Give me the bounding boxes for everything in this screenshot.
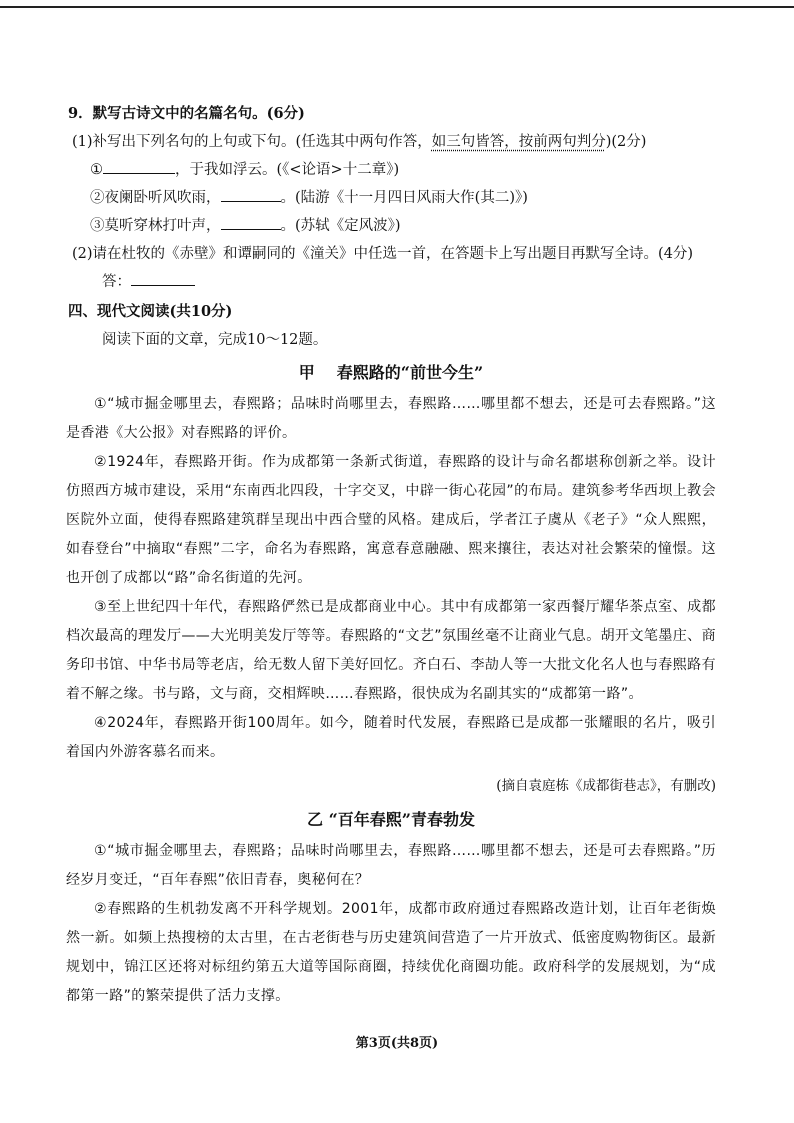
article-a-heading: 春熙路的“前世今生” [336,363,484,382]
answer-label: 答： [102,274,131,290]
answer-line [102,268,716,296]
article-a-title [66,356,716,390]
fill-item-2-prefix: ②夜阑卧听风吹雨， [90,190,221,206]
article-a-paragraph-4: ④2024年，春熙路开街100周年。如今，随着时代发展，春熙路已是成都一张耀眼的名片，吸引着国内外游客慕名而来。 [66,715,716,760]
section-4-title: 四、现代文阅读(共10分) [68,303,233,320]
top-border-rule [0,6,794,8]
fill-item-3 [90,212,716,240]
exam-page-content [66,100,716,1011]
page-footer: 第3页(共8页) [355,1036,439,1051]
fill-item-3-prefix: ③莫听穿林打叶声， [90,218,221,234]
question-9-part1-instruction [72,128,716,156]
article-a-label: 甲 [298,363,315,382]
article-b-paragraph-2: ②春熙路的生机勃发离不开科学规划。2001年，成都市政府通过春熙路改造计划，让百年老街焕然一新。如频上热搜榜的太古里，在古老街巷与历史建筑间营造了一片开放式、低密度购物街区。最新规划中，锦江区还将对标纽约第五大道等国际商圈，持续优化商圈功能。政府科学的发展规划，为“成都第一路”的繁荣提供了活力支撑。 [66,901,716,1004]
article-b-paragraph-1: ①“城市掘金哪里去，春熙路；品味时尚哪里去，春熙路……哪里都不想去，还是可去春熙路。”历经岁月变迁，“百年春熙”依旧青春，奥秘何在？ [66,843,716,888]
fill-item-1-prefix: ① [90,162,103,178]
article-a-paragraph-2: ②1924年，春熙路开街。作为成都第一条新式街道，春熙路的设计与命名都堪称创新之举。设计仿照西方城市建设，采用“东南西北四段，十字交叉，中辟一街心花园”的布局。建筑参考华西坝上教会医院外立面，使得春熙路建筑群呈现出中西合璧的风格。建成后，学者江子虞从《老子》“众人熙熙，如春登台”中摘取“春熙”二字，命名为春熙路，寓意春意融融、熙来攘往，表达对社会繁荣的憧憬。这也开创了成都以“路”命名街道的先河。 [66,454,716,586]
fill-blank-1[interactable] [103,159,175,174]
fill-item-2-suffix: 。(陆游《十一月四日风雨大作(其二)》) [280,190,528,206]
fill-blank-3[interactable] [221,215,281,230]
answer-blank[interactable] [131,271,195,286]
article-a-paragraph-1: ①“城市掘金哪里去，春熙路；品味时尚哪里去，春熙路……哪里都不想去，还是可去春熙路。”这是香港《大公报》对春熙路的评价。 [66,396,716,441]
fill-item-1-suffix: ，于我如浮云。(《<论语>十二章》) [175,162,400,178]
question-9-part2: (2)请在杜牧的《赤壁》和谭嗣同的《潼关》中任选一首，在答题卡上写出题目再默写全诗。(4分) [72,246,694,262]
fill-item-3-suffix: 。(苏轼《定风波》) [280,218,401,234]
section-4-intro: 阅读下面的文章，完成10～12题。 [102,332,328,348]
part1-tail: )(2分) [605,134,647,150]
article-a-source: (摘自袁庭栋《成都街巷志》，有删改) [496,778,716,794]
fill-item-2 [90,184,716,212]
article-a-paragraph-3: ③至上世纪四十年代，春熙路俨然已是成都商业中心。其中有成都第一家西餐厅耀华茶点室、成都档次最高的理发厅——大光明美发厅等等。春熙路的“文艺”氛围丝毫不让商业气息。胡开文笔墨庄、商务印书馆、中华书局等老店，给无数人留下美好回忆。齐白石、李劼人等一大批文化名人也与春熙路有着不解之缘。书与路，文与商，交相辉映……春熙路，很快成为名副其实的“成都第一路”。 [66,599,716,702]
fill-blank-2[interactable] [221,187,281,202]
fill-item-1 [90,156,716,184]
part1-emphasis: 如三句皆答，按前两句判分 [431,134,606,150]
question-9-title: 9．默写古诗文中的名篇名句。(6分) [68,105,305,122]
article-b-title: 乙 “百年春熙”青春勃发 [307,810,475,829]
part1-lead: (1)补写出下列名句的上句或下句。(任选其中两句作答， [72,134,432,150]
